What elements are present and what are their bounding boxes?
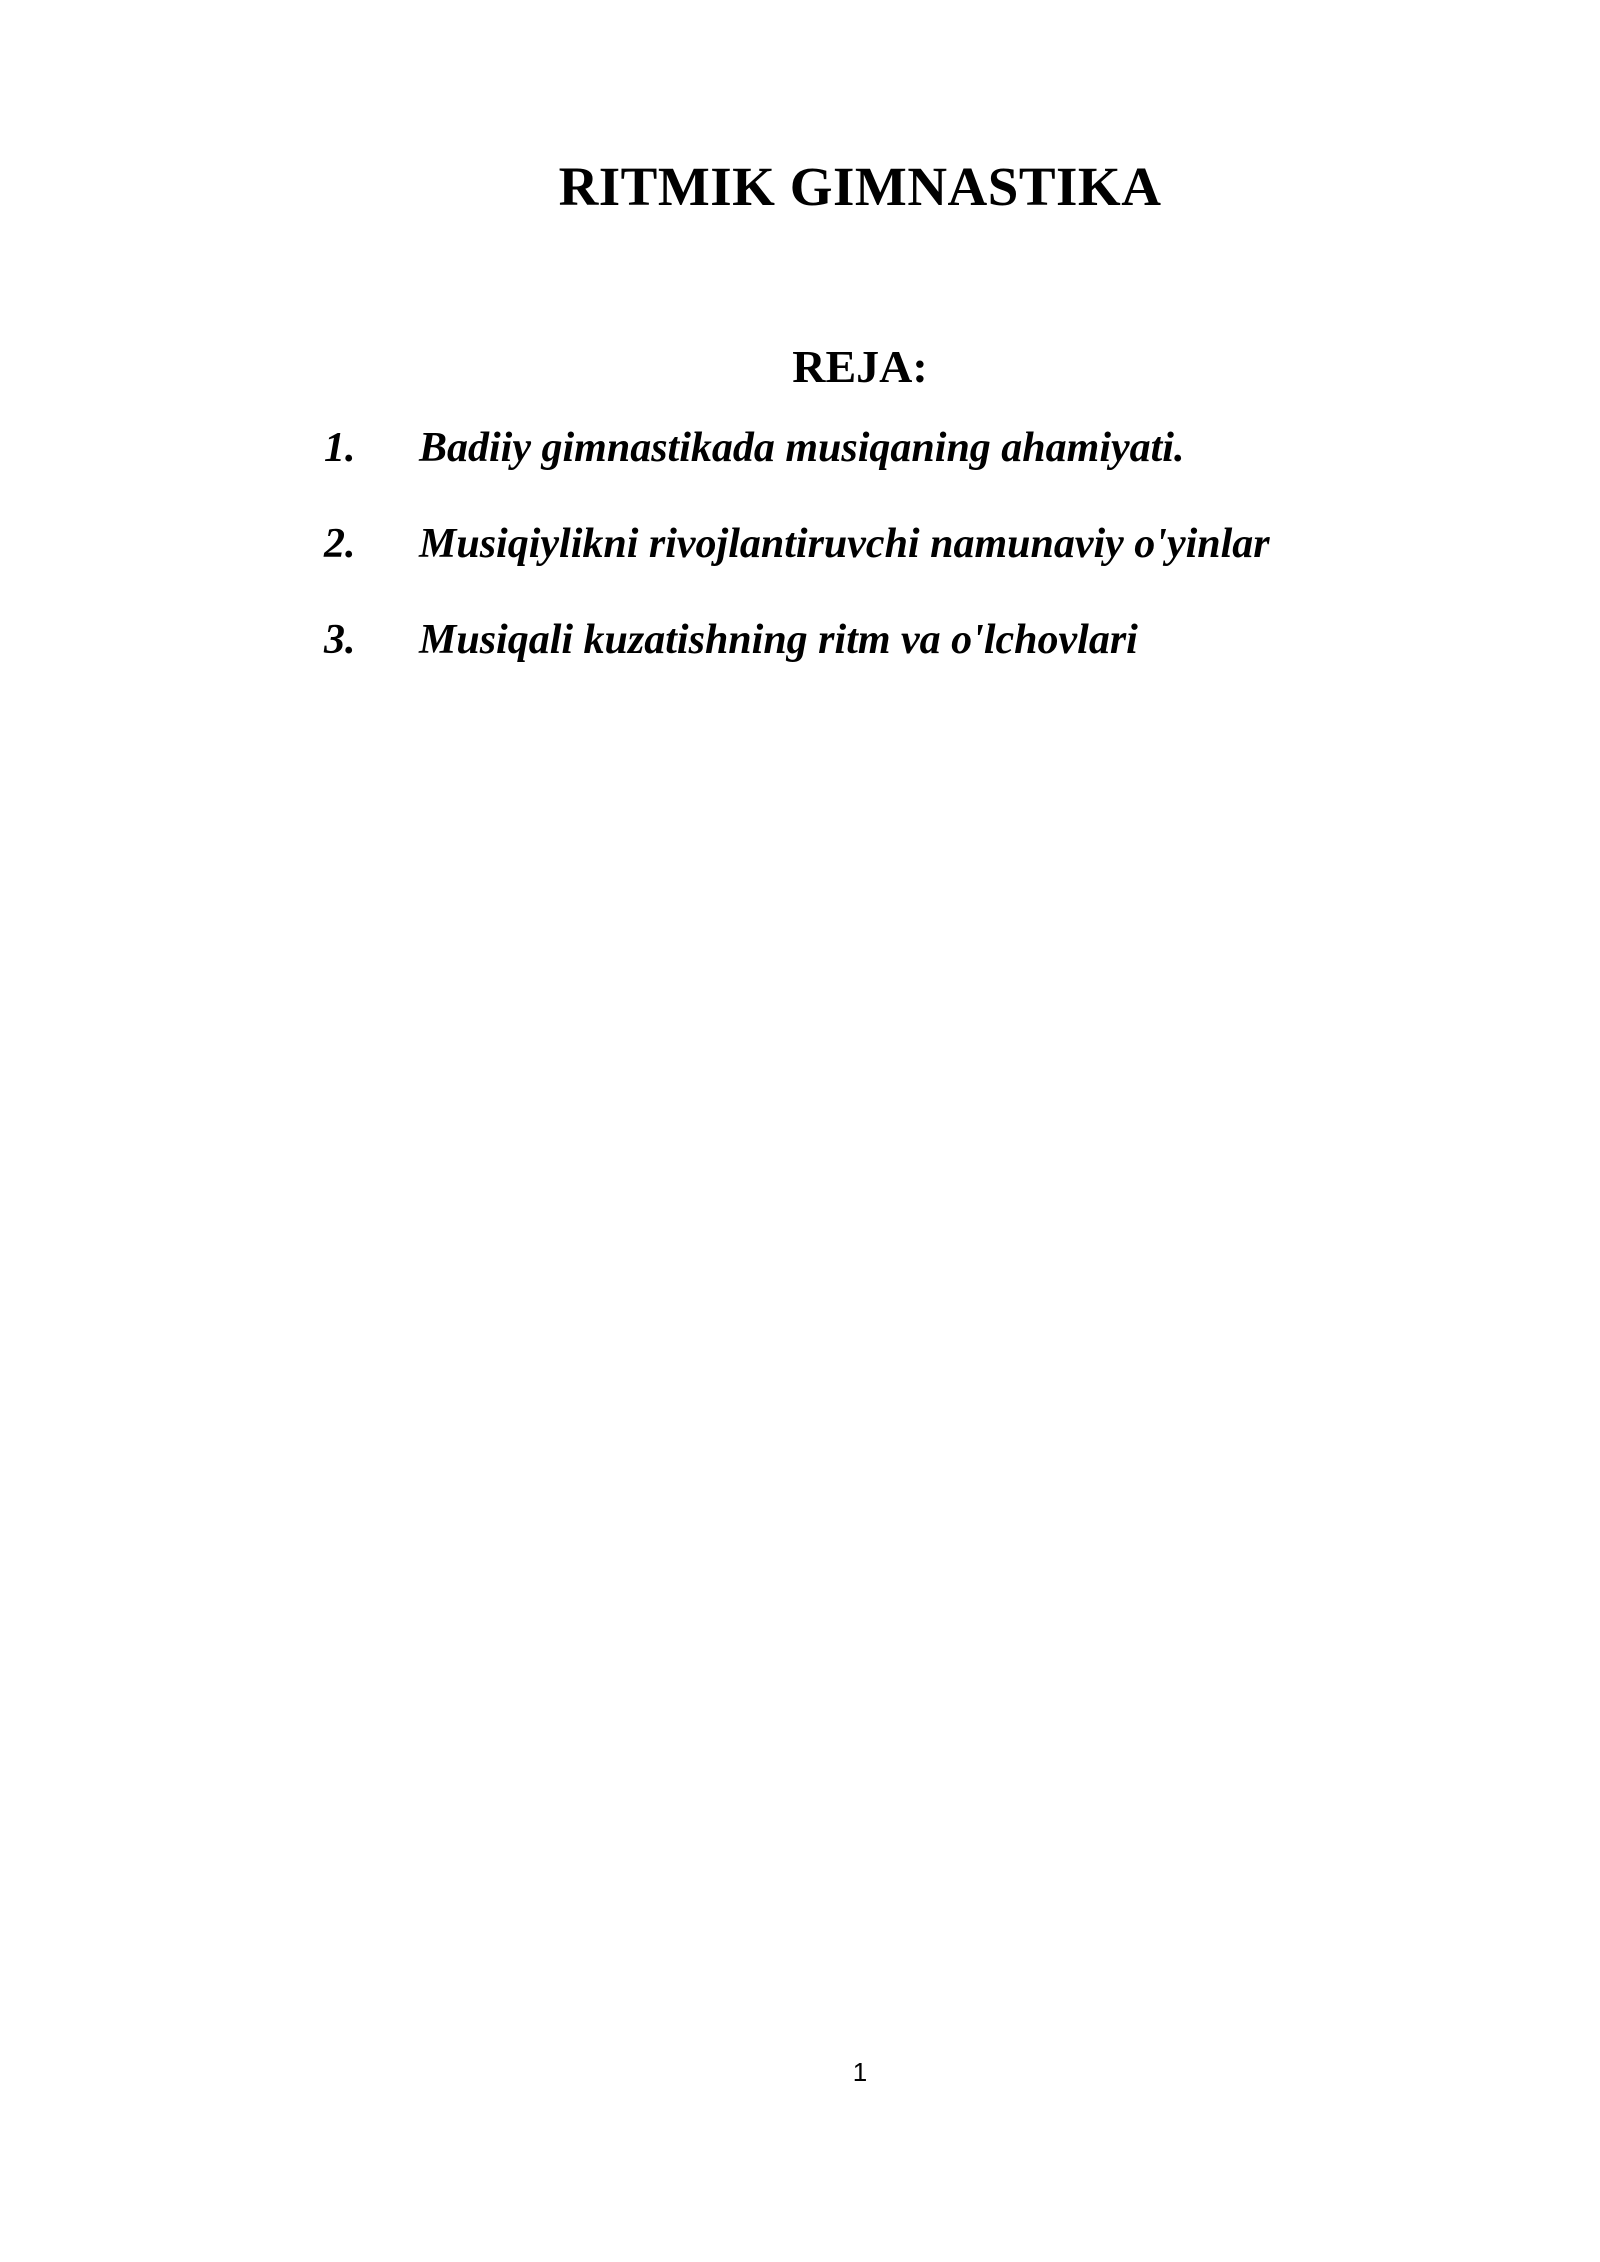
plan-heading: REJA: [792, 341, 928, 392]
plan-item [0, 514, 1600, 610]
plan-item [0, 610, 1600, 706]
plan-item [0, 418, 1600, 514]
page-number: 1 [852, 2057, 868, 2087]
plan-item-number: 3. [324, 617, 356, 663]
plan-item-text: Musiqiylikni rivojlantiruvchi namunaviy o'yinlar [419, 521, 1270, 567]
plan-item-text: Musiqali kuzatishning ritm va o'lchovlari [419, 617, 1138, 663]
plan-item-number: 1. [324, 425, 356, 471]
plan-list [0, 418, 1600, 706]
plan-item-number: 2. [324, 521, 356, 567]
document-title: RITMIK GIMNASTIKA [558, 156, 1162, 217]
plan-item-text: Badiiy gimnastikada musiqaning ahamiyati. [419, 425, 1185, 471]
